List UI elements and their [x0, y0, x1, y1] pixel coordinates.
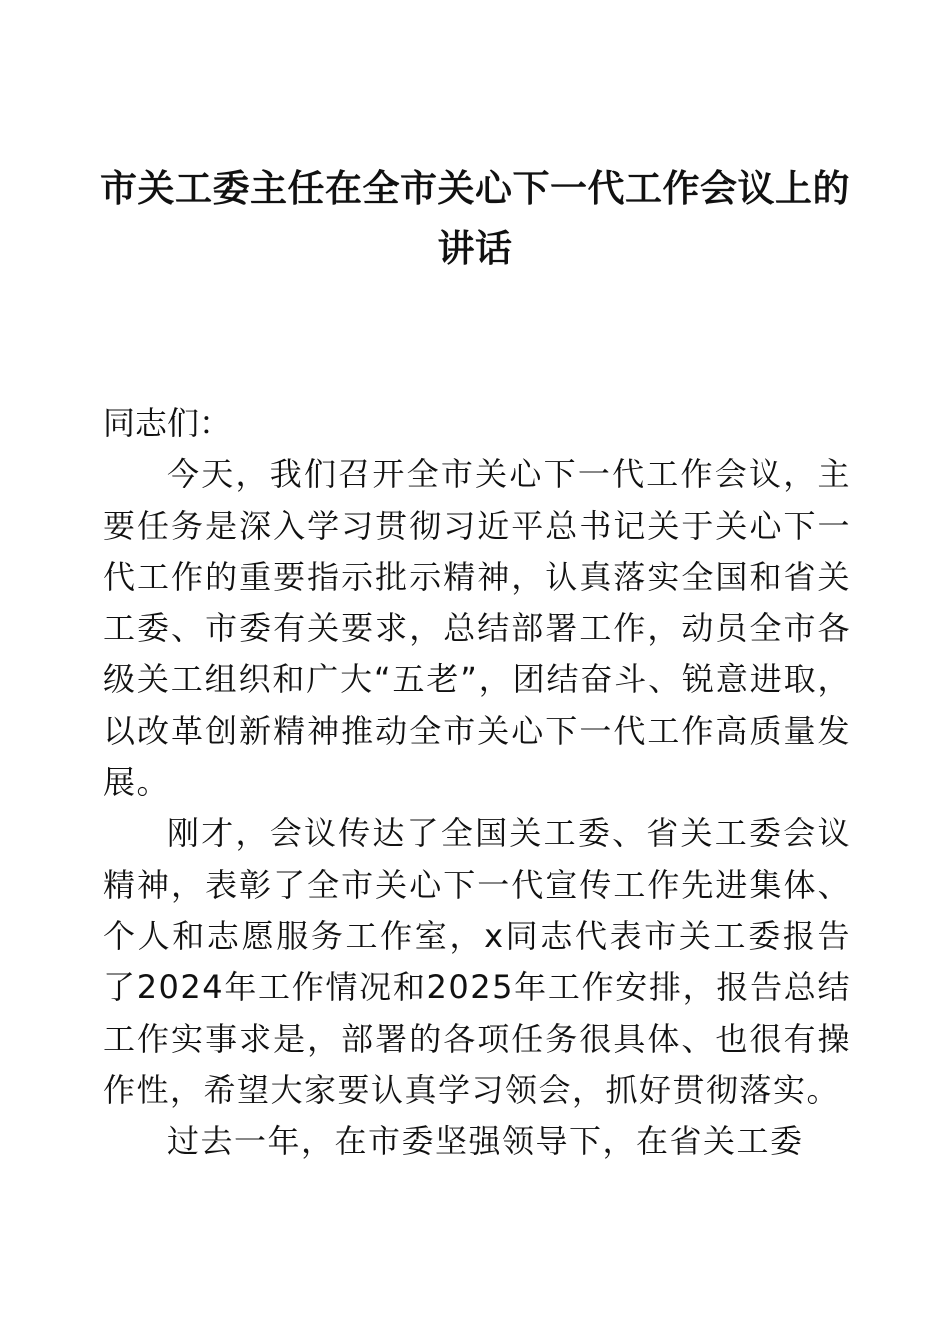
document-title: 市关工委主任在全市关心下一代工作会议上的讲话 — [100, 166, 850, 270]
body-paragraph-1: 今天，我们召开全市关心下一代工作会议，主要任务是深入学习贯彻习近平总书记关于关心下一代工作的重要指示批示精神，认真落实全国和省关工委、市委有关要求，总结部署工作，动员全市各级关工组织和广大“五老”，团结奋斗、锐意进取，以改革创新精神推动全市关心下一代工作高质量发展。 — [103, 455, 851, 802]
salutation: 同志们： — [103, 404, 232, 442]
body-paragraph-2: 刚才，会议传达了全国关工委、省关工委会议精神，表彰了全市关心下一代宣传工作先进集体、个人和志愿服务工作室，x同志代表市关工委报告了2024年工作情况和2025年工作安排，报告总结工作实事求是，部署的各项任务很具体、也很有操作性，希望大家要认真学习领会，抓好贯彻落实。 — [103, 814, 851, 1109]
document-body — [103, 398, 851, 1167]
body-paragraph-3: 过去一年，在市委坚强领导下，在省关工委 — [167, 1122, 804, 1161]
